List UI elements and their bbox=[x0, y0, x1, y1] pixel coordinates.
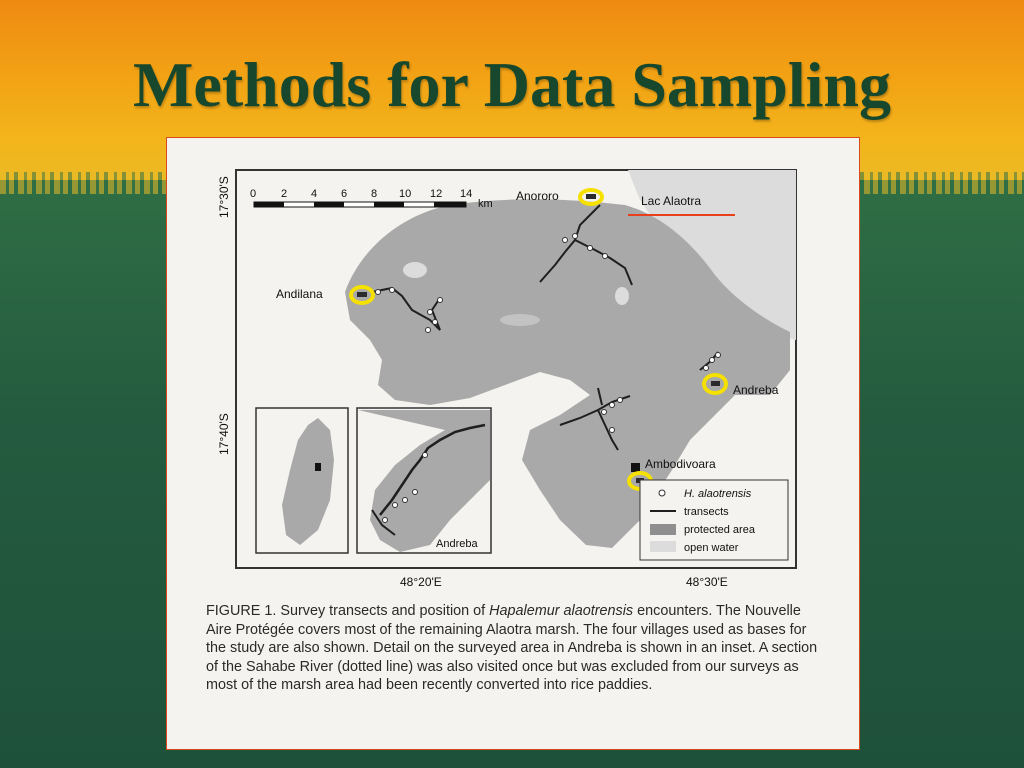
scale-tick: 10 bbox=[399, 188, 412, 200]
legend-protected-swatch bbox=[650, 524, 676, 535]
study-location bbox=[315, 463, 321, 471]
scale-tick: 14 bbox=[460, 188, 473, 200]
caption-label: FIGURE 1. Survey transects and position of bbox=[206, 603, 490, 619]
scale-tick: 8 bbox=[371, 188, 378, 200]
lat-label: 17°40'S bbox=[217, 413, 231, 455]
village-label-ambodivoara: Ambodivoara bbox=[645, 457, 716, 471]
village-label-andilana: Andilana bbox=[276, 287, 323, 301]
scale-tick: 6 bbox=[341, 188, 348, 200]
scale-tick: 2 bbox=[281, 188, 288, 200]
lake-label: Lac Alaotra bbox=[641, 194, 702, 208]
lat-label: 17°30'S bbox=[217, 176, 231, 218]
scale-tick: 12 bbox=[430, 188, 443, 200]
village-label-andreba: Andreba bbox=[733, 383, 779, 397]
open-water-patch bbox=[615, 287, 629, 305]
village-square bbox=[631, 463, 640, 472]
scale-tick: 4 bbox=[311, 188, 318, 200]
scale-tick: 0 bbox=[250, 188, 257, 200]
caption-body: encounters. The Nouvelle Aire Protégée covers most of the remaining Alaotra marsh. The four villages used as bases for the study are also shown. Detail on the surveyed area in Andreba is shown in an inset. A section of the Sahabe River (dotted line) was also visited once but was excluded from our surveys as most of the marsh area had been recently converted into rice paddies. bbox=[206, 603, 818, 693]
legend-protected-area: protected area bbox=[684, 524, 755, 536]
legend-open-water: open water bbox=[684, 542, 739, 554]
scale-unit: km bbox=[478, 198, 493, 210]
legend-encounter-symbol bbox=[659, 490, 665, 496]
lon-label: 48°30'E bbox=[686, 575, 728, 589]
legend-transects: transects bbox=[684, 506, 729, 518]
legend-species: H. alaotrensis bbox=[684, 488, 752, 500]
caption-species: Hapalemur alaotrensis bbox=[489, 603, 634, 619]
inset-label-andreba: Andreba bbox=[436, 538, 478, 550]
slide-title: Methods for Data Sampling bbox=[133, 49, 891, 120]
lon-label: 48°20'E bbox=[400, 575, 442, 589]
figure-caption bbox=[206, 602, 826, 695]
legend-water-swatch bbox=[650, 541, 676, 552]
open-water-patch bbox=[403, 262, 427, 278]
open-water-patch bbox=[500, 314, 540, 326]
village-label-anororo: Anororo bbox=[516, 189, 559, 203]
scale-bar bbox=[254, 202, 466, 207]
